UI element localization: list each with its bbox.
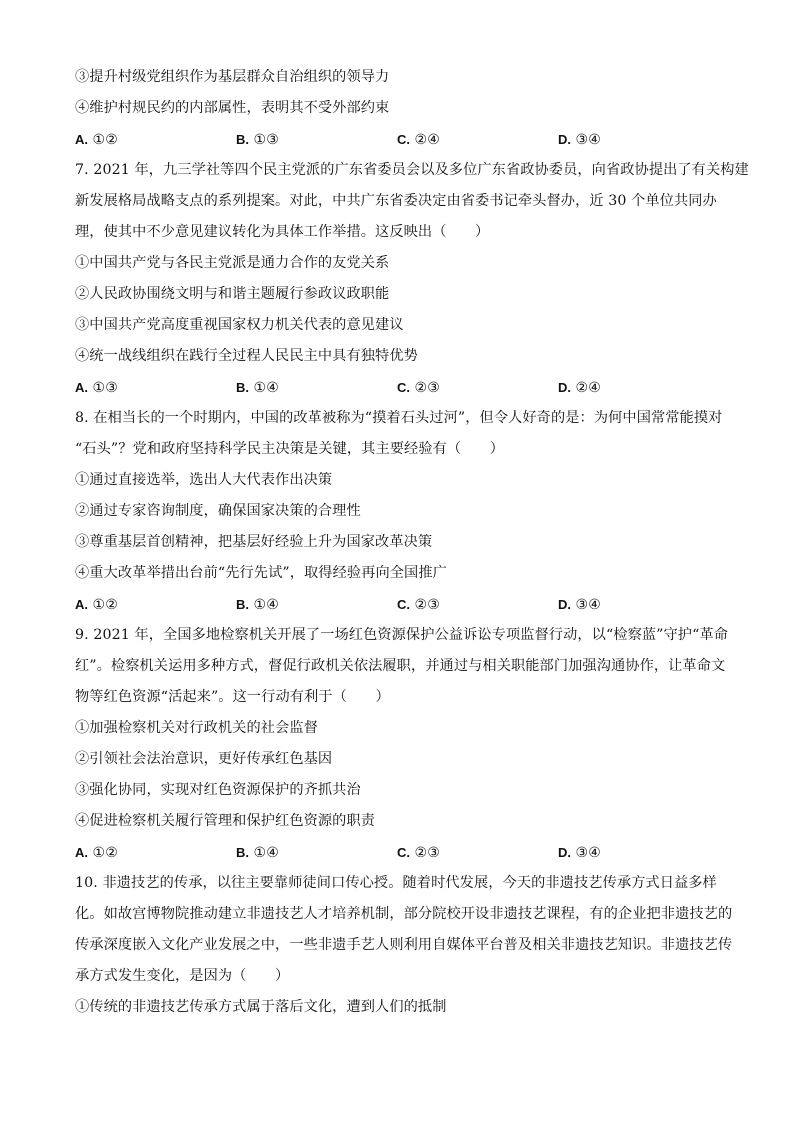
q6-option-c[interactable]: C. ②④ xyxy=(397,132,440,148)
q10-stem-line: 10. 非遗技艺的传承，以往主要靠师徒间口传心授。随着时代发展，今天的非遗技艺传承方式日益多样 xyxy=(75,875,717,891)
q7-stem-line: 理，使其中不少意见建议转化为具体工作举措。这反映出（ ） xyxy=(75,224,490,240)
q10-item-1: ①传统的非遗技艺传承方式属于落后文化，遭到人们的抵制 xyxy=(75,999,447,1015)
exam-page xyxy=(75,62,749,1023)
q8-item-3: ③尊重基层首创精神，把基层好经验上升为国家改革决策 xyxy=(75,534,433,550)
q6-item-4: ④维护村规民约的内部属性，表明其不受外部约束 xyxy=(75,100,390,116)
q8-stem-line: “石头”？党和政府坚持科学民主决策是关键，其主要经验有（ ） xyxy=(75,441,505,457)
q8-item-4: ④重大改革举措出台前“先行先试”，取得经验再向全国推广 xyxy=(75,565,447,581)
q9-item-3: ③强化协同，实现对红色资源保护的齐抓共治 xyxy=(75,782,361,798)
q7-item-3: ③中国共产党高度重视国家权力机关代表的意见建议 xyxy=(75,317,404,333)
q7-option-a[interactable]: A. ①③ xyxy=(75,380,118,396)
q7-stem-line: 7. 2021 年，九三学社等四个民主党派的广东省委员会以及多位广东省政协委员，向省政协提出了有关构建 xyxy=(75,162,749,178)
q10-stem-line: 传承深度嵌入文化产业发展之中，一些非遗手艺人则利用自媒体平台普及相关非遗技艺知识。非遗技艺传 xyxy=(75,937,733,953)
question-10 xyxy=(75,868,733,1023)
question-7 xyxy=(75,155,749,403)
q7-stem-line: 新发展格局战略支点的系列提案。对此，中共广东省委决定由省委书记牵头督办，近 30 个单位共同办 xyxy=(75,193,717,209)
q9-options xyxy=(75,837,720,868)
q8-option-d[interactable]: D. ③④ xyxy=(558,597,601,613)
q6-item-3: ③提升村级党组织作为基层群众自治组织的领导力 xyxy=(75,69,390,85)
q9-option-d[interactable]: D. ③④ xyxy=(558,845,601,861)
q10-stem-line: 化。如故宫博物院推动建立非遗技艺人才培养机制，部分院校开设非遗技艺课程，有的企业把非遗技艺的 xyxy=(75,906,733,922)
question-6-tail xyxy=(75,62,720,155)
q9-stem-line: 9. 2021 年，全国多地检察机关开展了一场红色资源保护公益诉讼专项监督行动，以“检察蓝”守护“革命 xyxy=(75,627,729,643)
q8-option-a[interactable]: A. ①② xyxy=(75,597,118,613)
q8-stem-line: 8. 在相当长的一个时期内，中国的改革被称为“摸着石头过河”，但令人好奇的是：为何中国常常能摸对 xyxy=(75,410,723,426)
q9-item-4: ④促进检察机关履行管理和保护红色资源的职责 xyxy=(75,813,376,829)
q9-item-1: ①加强检察机关对行政机关的社会监督 xyxy=(75,720,318,736)
q6-options xyxy=(75,124,720,155)
q9-option-c[interactable]: C. ②③ xyxy=(397,845,440,861)
q9-option-a[interactable]: A. ①② xyxy=(75,845,118,861)
q8-item-1: ①通过直接选举，选出人大代表作出决策 xyxy=(75,472,333,488)
q8-options xyxy=(75,589,720,620)
q7-option-c[interactable]: C. ②③ xyxy=(397,380,440,396)
q6-option-d[interactable]: D. ③④ xyxy=(558,132,601,148)
q7-item-4: ④统一战线组织在践行全过程人民民主中具有独特优势 xyxy=(75,348,418,364)
q10-stem-line: 承方式发生变化，是因为（ ） xyxy=(75,968,290,984)
q9-stem-line: 红”。检察机关运用多种方式，督促行政机关依法履职，并通过与相关职能部门加强沟通协作，让革命文 xyxy=(75,658,726,674)
question-8 xyxy=(75,403,723,620)
q7-item-2: ②人民政协围绕文明与和谐主题履行参政议政职能 xyxy=(75,286,390,302)
q7-option-d[interactable]: D. ②④ xyxy=(558,380,601,396)
q9-item-2: ②引领社会法治意识，更好传承红色基因 xyxy=(75,751,333,767)
q8-item-2: ②通过专家咨询制度，确保国家决策的合理性 xyxy=(75,503,361,519)
q8-option-c[interactable]: C. ②③ xyxy=(397,597,440,613)
question-9 xyxy=(75,620,729,868)
q8-option-b[interactable]: B. ①④ xyxy=(236,597,279,613)
q7-options xyxy=(75,372,720,403)
q6-option-a[interactable]: A. ①② xyxy=(75,132,118,148)
q7-item-1: ①中国共产党与各民主党派是通力合作的友党关系 xyxy=(75,255,390,271)
q6-option-b[interactable]: B. ①③ xyxy=(236,132,279,148)
q7-option-b[interactable]: B. ①④ xyxy=(236,380,279,396)
q9-stem-line: 物等红色资源“活起来”。这一行动有利于（ ） xyxy=(75,689,390,705)
q9-option-b[interactable]: B. ①④ xyxy=(236,845,279,861)
